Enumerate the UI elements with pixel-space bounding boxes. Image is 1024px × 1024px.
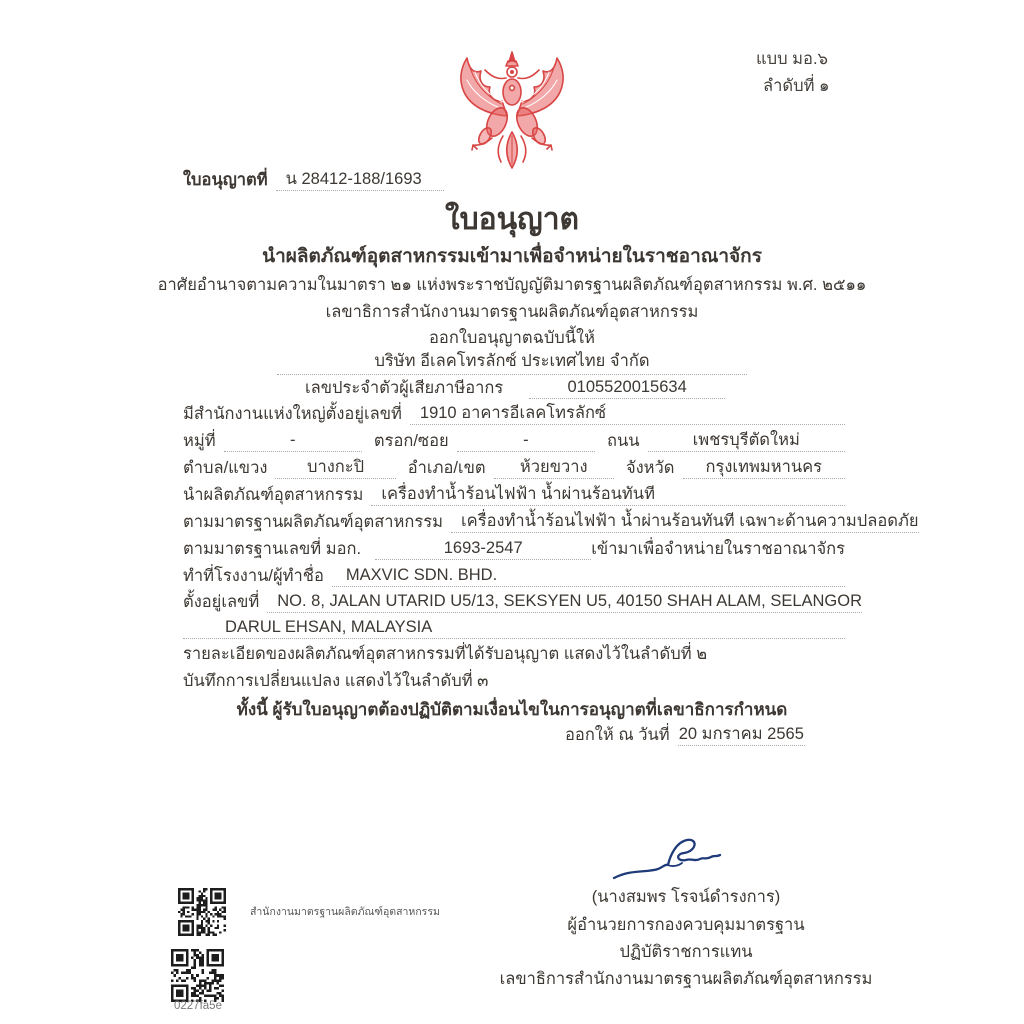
signature-icon bbox=[610, 830, 742, 886]
product-value: เครื่องทำน้ำร้อนไฟฟ้า น้ำผ่านร้อนทันที bbox=[371, 483, 845, 506]
soi-value: - bbox=[457, 429, 595, 452]
signatory-title-3: เลขาธิการสำนักงานมาตรฐานผลิตภัณฑ์อุตสาหกรรม bbox=[499, 970, 873, 988]
license-number-label: ใบอนุญาตที่ bbox=[183, 171, 268, 189]
document-subtitle: นำผลิตภัณฑ์อุตสาหกรรมเข้ามาเพื่อจำหน่ายในราชอาณาจักร bbox=[262, 246, 762, 267]
standard-row bbox=[183, 510, 919, 533]
standard-number-label: ตามมาตรฐานเลขที่ มอก. bbox=[183, 540, 362, 558]
change-note-line bbox=[183, 670, 845, 692]
company-name: บริษัท อีเลคโทรลักซ์ ประเทศไทย จำกัด bbox=[277, 348, 747, 375]
legal-basis-line: อาศัยอำนาจตามความในมาตรา ๒๑ แห่งพระราชบัญญัติมาตรฐานผลิตภัณฑ์อุตสาหกรรม พ.ศ. ๒๕๑๑ bbox=[157, 276, 867, 294]
company-name-row bbox=[0, 348, 1024, 375]
product-row bbox=[183, 483, 845, 506]
detail-note-text: รายละเอียดของผลิตภัณฑ์อุตสาหกรรมที่ได้รับอนุญาต แสดงไว้ในลำดับที่ ๒ bbox=[183, 645, 708, 663]
road-label: ถนน bbox=[606, 432, 640, 450]
signature bbox=[610, 830, 742, 886]
factory-address-row-2 bbox=[183, 616, 845, 639]
district-label: อำเภอ/เขต bbox=[407, 459, 486, 477]
road-value: เพชรบุรีตัดใหม่ bbox=[648, 429, 845, 452]
garuda-emblem bbox=[445, 50, 579, 174]
district-value: ห้วยขวาง bbox=[494, 456, 614, 479]
moo-value: - bbox=[224, 429, 362, 452]
grant-line: ออกใบอนุญาตฉบับนี้ให้ bbox=[429, 329, 595, 347]
factory-row bbox=[183, 564, 845, 587]
factory-address-label: ตั้งอยู่เลขที่ bbox=[183, 593, 260, 611]
factory-label: ทำที่โรงงาน/ผู้ทำชื่อ bbox=[183, 567, 324, 585]
license-number-row bbox=[183, 168, 845, 191]
form-code: แบบ มอ.๖ bbox=[756, 50, 829, 68]
office-label: มีสำนักงานแห่งใหญ่ตั้งอยู่เลขที่ bbox=[183, 405, 402, 423]
standard-number-row bbox=[183, 537, 845, 560]
qr1-caption: สำนักงานมาตรฐานผลิตภัณฑ์อุตสาหกรรม bbox=[250, 906, 440, 918]
factory-address-value: NO. 8, JALAN UTARID U5/13, SEKSYEN U5, 40150 SHAH ALAM, SELANGOR bbox=[267, 590, 862, 613]
qr-code-1 bbox=[178, 888, 226, 936]
form-sequence: ลำดับที่ ๑ bbox=[763, 77, 830, 95]
form-code-block bbox=[756, 46, 830, 100]
standard-number-value: 1693-2547 bbox=[375, 537, 591, 560]
issue-date-label: ออกให้ ณ วันที่ bbox=[565, 726, 670, 744]
import-purpose-text: เข้ามาเพื่อจำหน่ายในราชอาณาจักร bbox=[591, 540, 845, 558]
signatory-name: (นางสมพร โรจน์ดำรงการ) bbox=[591, 888, 781, 906]
document-title: ใบอนุญาต bbox=[444, 203, 580, 236]
province-value: กรุงเทพมหานคร bbox=[683, 456, 845, 479]
tax-id-label: เลขประจำตัวผู้เสียภาษีอากร bbox=[305, 379, 504, 397]
change-note-text: บันทึกการเปลี่ยนแปลง แสดงไว้ในลำดับที่ ๓ bbox=[183, 672, 489, 690]
tax-id-value: 0105520015634 bbox=[529, 376, 725, 399]
soi-label: ตรอก/ซอย bbox=[373, 432, 449, 450]
issuer-line: เลขาธิการสำนักงานมาตรฐานผลิตภัณฑ์อุตสาหกรรม bbox=[325, 303, 699, 321]
garuda-emblem-icon bbox=[445, 50, 579, 174]
qr-code-2 bbox=[171, 949, 224, 1002]
subdistrict-district-province-row bbox=[183, 456, 845, 479]
product-label: นำผลิตภัณฑ์อุตสาหกรรม bbox=[183, 486, 364, 504]
factory-address-row bbox=[183, 590, 863, 613]
issue-date-row bbox=[565, 723, 805, 746]
province-label: จังหวัด bbox=[625, 459, 675, 477]
qr2-caption: 0227fa5e bbox=[174, 1000, 222, 1012]
license-number-value: น 28412-188/1693 bbox=[276, 168, 444, 191]
standard-label: ตามมาตรฐานผลิตภัณฑ์อุตสาหกรรม bbox=[183, 513, 444, 531]
issue-date-value: 20 มกราคม 2565 bbox=[678, 723, 805, 746]
office-address-row bbox=[183, 402, 845, 425]
moo-label: หมู่ที่ bbox=[183, 432, 216, 450]
detail-note-line bbox=[183, 643, 845, 665]
qr-code-1-icon bbox=[178, 888, 226, 936]
factory-address-value-2: DARUL EHSAN, MALAYSIA bbox=[183, 616, 845, 639]
moo-soi-road-row bbox=[183, 429, 845, 452]
qr-code-2-icon bbox=[171, 949, 224, 1002]
subdistrict-label: ตำบล/แขวง bbox=[183, 459, 268, 477]
subdistrict-value: บางกะปิ bbox=[275, 456, 395, 479]
factory-value: MAXVIC SDN. BHD. bbox=[332, 564, 845, 587]
office-value: 1910 อาคารอีเลคโทรลักซ์ bbox=[410, 402, 845, 425]
signatory-title-2: ปฏิบัติราชการแทน bbox=[619, 943, 753, 961]
standard-value: เครื่องทำน้ำร้อนไฟฟ้า น้ำผ่านร้อนทันที เฉพาะด้านความปลอดภัย bbox=[451, 510, 919, 533]
signatory-title-1: ผู้อำนวยการกองควบคุมมาตรฐาน bbox=[567, 916, 805, 934]
tax-id-row bbox=[305, 376, 725, 399]
condition-line: ทั้งนี้ ผู้รับใบอนุญาตต้องปฏิบัติตามเงื่อนไขในการอนุญาตที่เลขาธิการกำหนด bbox=[236, 700, 788, 719]
